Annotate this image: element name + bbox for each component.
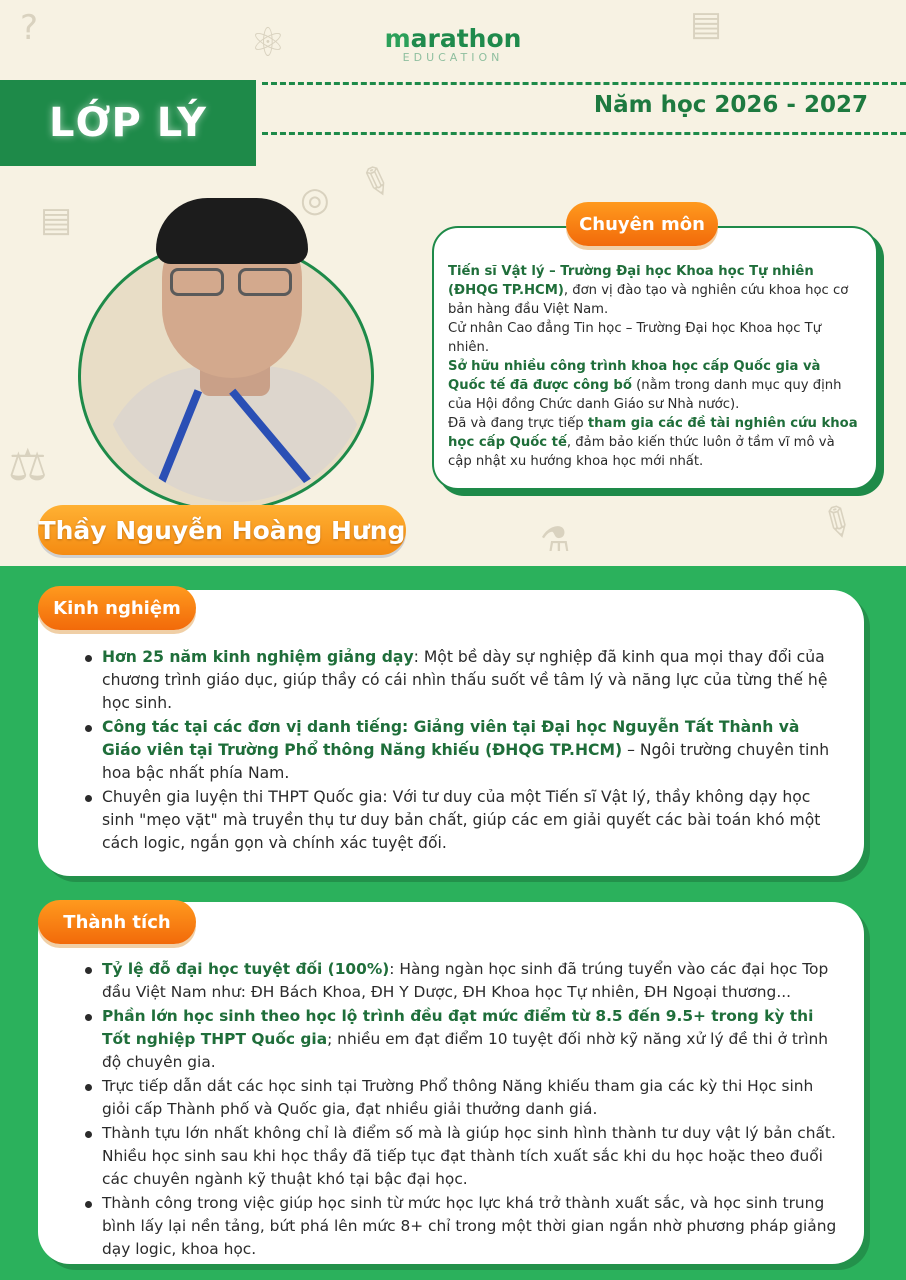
expertise-paragraph: Sở hữu nhiều công trình khoa học cấp Quốc gia và Quốc tế đã được công bố (nằm trong danh mục quy định của Hội đồng Chức danh Giáo sư Nhà nước). [448,359,842,412]
compass-icon: ⚖ [8,440,48,491]
teacher-portrait [100,196,370,502]
teacher-name: Thầy Nguyễn Hoàng Hưng [38,515,406,545]
divider [262,132,906,135]
class-title-box [0,80,256,166]
teacher-name-badge [38,505,406,555]
atom-icon: ⚛ [250,20,286,66]
experience-list [80,646,836,855]
list-item: Tỷ lệ đỗ đại học tuyệt đối (100%): Hàng ngàn học sinh đã trúng tuyển vào các đại học Top đầu Việt Nam như: ĐH Bách Khoa, ĐH Y Dược, ĐH Khoa học Tự nhiên, ĐH Ngoại thương... [80,958,840,1004]
experience-card [38,590,864,876]
question-icon: ? [20,8,39,48]
logo-subtitle: EDUCATION [402,51,504,64]
flask-icon: ⚗ [540,520,571,560]
book-icon: ▤ [40,200,73,240]
list-item: Thành công trong việc giúp học sinh từ mức học lực khá trở thành xuất sắc, và học sinh trung bình lấy lại nền tảng, bứt phá lên mức 8+ chỉ trong một thời gian ngắn nhờ phương pháp giảng dạy logic, khoa học. [80,1192,840,1261]
school-year: Năm học 2026 - 2027 [593,92,868,118]
book-icon: ▤ [690,4,723,44]
expertise-paragraph: Cử nhân Cao đẳng Tin học – Trường Đại học Khoa học Tự nhiên. [448,321,822,355]
achievement-list [80,958,840,1261]
expertise-label: Chuyên môn [566,202,718,246]
pencil-icon: ✎ [353,155,399,209]
logo-first-letter: m [384,24,411,53]
achievement-card [38,902,864,1264]
experience-label: Kinh nghiệm [38,586,196,630]
list-item: Thành tựu lớn nhất không chỉ là điểm số mà là giúp học sinh hình thành tư duy vật lý bản chất. Nhiều học sinh sau khi học thầy đã tiếp tục đạt thành tích xuất sắc khi du học hoặc theo đuổi các chuyên ngành kỹ thuật khó tại bậc đại học. [80,1122,840,1191]
divider [262,82,906,85]
list-item: Hơn 25 năm kinh nghiệm giảng dạy: Một bề dày sự nghiệp đã kinh qua mọi thay đổi của chương trình giáo dục, giúp thầy có cái nhìn thấu suốt về tâm lý và năng lực của từng thế hệ học sinh. [80,646,836,715]
expertise-card [432,226,878,490]
globe-icon: ◎ [300,180,330,220]
content-section [0,566,906,1280]
expertise-paragraph: Đã và đang trực tiếp tham gia các đề tài nghiên cứu khoa học cấp Quốc tế, đảm bảo kiến thức luôn ở tầm vĩ mô và cập nhật xu hướng khoa học mới nhất. [448,416,858,469]
logo-name: arathon [410,24,522,53]
list-item: Phần lớn học sinh theo học lộ trình đều đạt mức điểm từ 8.5 đến 9.5+ trong kỳ thi Tốt nghiệp THPT Quốc gia; nhiều em đạt điểm 10 tuyệt đối nhờ kỹ năng xử lý đề thi ở trình độ chuyên gia. [80,1005,840,1074]
achievement-label: Thành tích [38,900,196,944]
list-item: Chuyên gia luyện thi THPT Quốc gia: Với tư duy của một Tiến sĩ Vật lý, thầy không dạy học sinh "mẹo vặt" mà truyền thụ tư duy bản chất, giúp các em giải quyết các bài toán khó một cách logic, ngắn gọn và chính xác tuyệt đối. [80,786,836,855]
expertise-text [448,262,858,471]
pencil-icon: ✎ [810,494,863,552]
brand-logo [0,24,906,64]
header-section [0,0,906,572]
expertise-paragraph: Tiến sĩ Vật lý – Trường Đại học Khoa học Tự nhiên (ĐHQG TP.HCM), đơn vị đào tạo và nghiên cứu khoa học cơ bản hàng đầu Việt Nam. [448,264,849,317]
list-item: Trực tiếp dẫn dắt các học sinh tại Trường Phổ thông Năng khiếu tham gia các kỳ thi Học sinh giỏi cấp Thành phố và Quốc gia, đạt nhiều giải thưởng danh giá. [80,1075,840,1121]
list-item: Công tác tại các đơn vị danh tiếng: Giảng viên tại Đại học Nguyễn Tất Thành và Giáo viên tại Trường Phổ thông Năng khiếu (ĐHQG TP.HCM) – Ngôi trường chuyên tinh hoa bậc nhất phía Nam. [80,716,836,785]
class-title: LỚP LÝ [49,100,207,146]
